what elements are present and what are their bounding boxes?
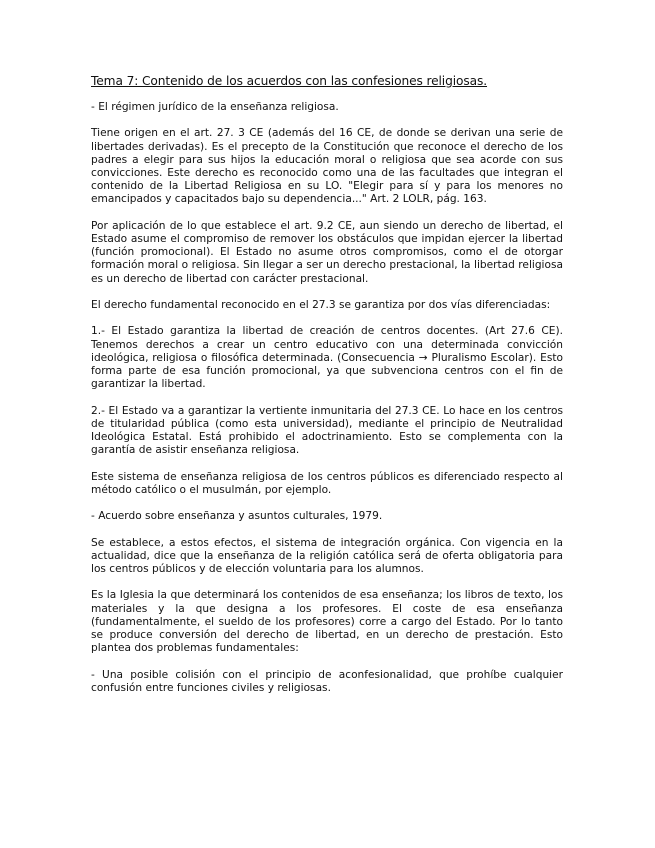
paragraph-aplicacion: Por aplicación de lo que establece el art. 9.2 CE, aun siendo un derecho de libertad, el Estado asume el compromiso de remover los obstáculos que impidan ejercer la libertad (función promocional). El Estado no asume otros compromisos, como el de otorgar formación moral o religiosa. Sin llegar a ser un derecho prestacional, la libertad religiosa es un derecho de libertad con carácter prestacional. — [91, 219, 563, 285]
paragraph-integracion: Se establece, a estos efectos, el sistema de integración orgánica. Con vigencia en la actualidad, dice que la enseñanza de la religión católica será de oferta obligatoria para los centros públicos y de elección voluntaria para los alumnos. — [91, 536, 563, 575]
paragraph-origen: Tiene origen en el art. 27. 3 CE (además del 16 CE, de donde se derivan una serie de libertades derivadas). Es el precepto de la Constitución que reconoce el derecho de los padres a elegir para sus hijos la educación moral o religiosa que sea acorde con sus convicciones. Este derecho es reconocido como una de las facultades que integran el contenido de la Libertad Religiosa en su LO. "Elegir para sí y para los menores no emancipados y capacitados bajo su dependencia..." Art. 2 LOLR, pág. 163. — [91, 127, 563, 206]
paragraph-via-1: 1.- El Estado garantiza la libertad de creación de centros docentes. (Art 27.6 CE). Tenemos derechos a crear un centro educativo con una determinada convicción ideológica, religiosa o filosófica determinada. (Consecuencia → Pluralismo Escolar). Esto forma parte de esa función promocional, ya que subvenciona centros con el fin de garantizar la libertad. — [91, 325, 563, 391]
paragraph-colision: - Una posible colisión con el principio de aconfesionalidad, que prohíbe cualquier confusión entre funciones civiles y religiosas. — [91, 668, 563, 694]
paragraph-derecho-fundamental: El derecho fundamental reconocido en el 27.3 se garantiza por dos vías diferenciadas: — [91, 299, 551, 311]
paragraph-via-2: 2.- El Estado va a garantizar la vertiente inmunitaria del 27.3 CE. Lo hace en los centros de titularidad pública (como esta universidad), mediante el principio de Neutralidad Ideológica Estatal. Está prohibido el adoctrinamiento. Esto se complementa con la garantía de asistir enseñanza religiosa. — [91, 404, 563, 457]
document-page — [91, 74, 563, 708]
paragraph-sistema: Este sistema de enseñanza religiosa de los centros públicos es diferenciado respecto al método católico o el musulmán, por ejemplo. — [91, 470, 563, 496]
document-title: Tema 7: Contenido de los acuerdos con las confesiones religiosas. — [91, 74, 488, 88]
section-heading-acuerdo: - Acuerdo sobre enseñanza y asuntos culturales, 1979. — [91, 510, 383, 523]
section-heading-regimen: - El régimen jurídico de la enseñanza religiosa. — [91, 101, 339, 113]
paragraph-iglesia: Es la Iglesia la que determinará los contenidos de esa enseñanza; los libros de texto, los materiales y la que designa a los profesores. El coste de esa enseñanza (fundamentalmente, el sueldo de los profesores) corre a cargo del Estado. Por lo tanto se produce conversión del derecho de libertad, en un derecho de prestación. Esto plantea dos problemas fundamentales: — [91, 589, 563, 655]
